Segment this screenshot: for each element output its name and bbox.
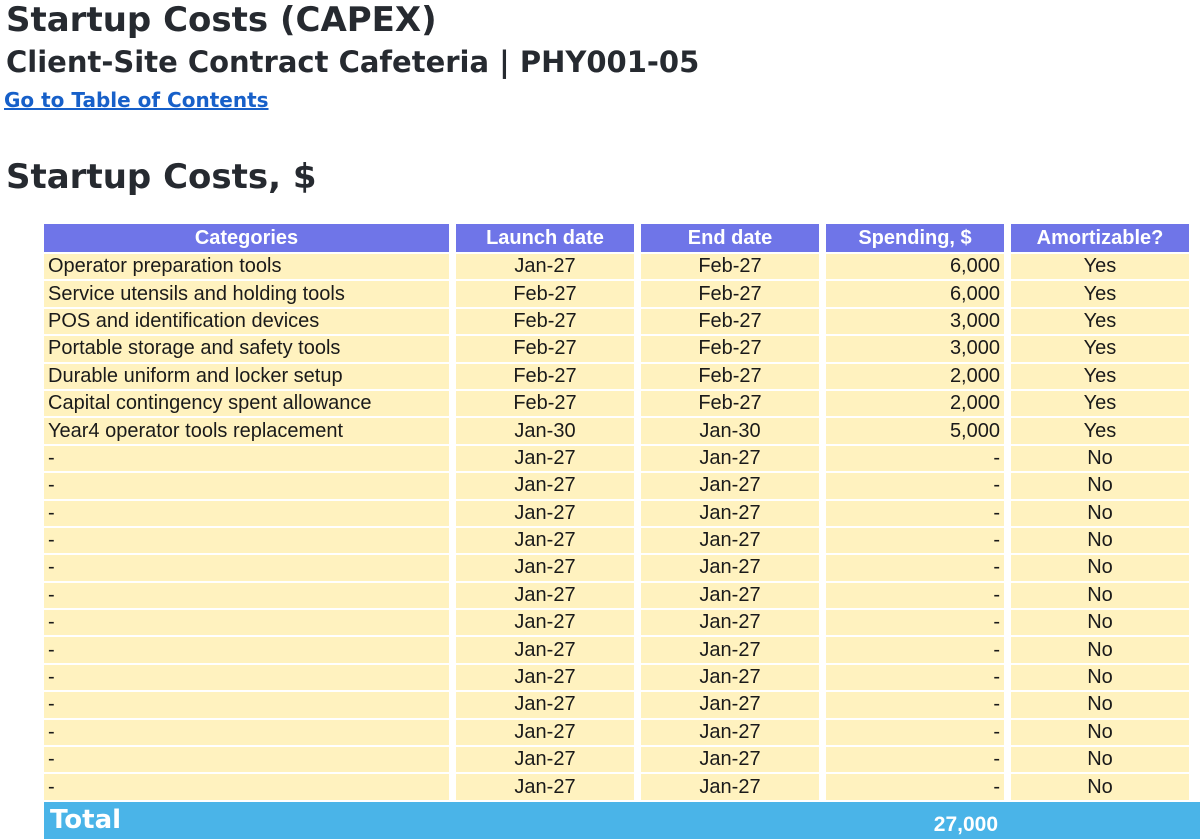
cell-spending[interactable]: -	[826, 446, 1004, 471]
table-row	[44, 391, 1189, 416]
cell-amortizable[interactable]: No	[1011, 473, 1189, 498]
cell-category[interactable]: -	[44, 637, 449, 662]
cell-end-date[interactable]: Jan-27	[641, 555, 819, 580]
cell-spending[interactable]: 3,000	[826, 309, 1004, 334]
cell-end-date[interactable]: Jan-27	[641, 692, 819, 717]
table-row	[44, 637, 1189, 662]
table-header-row	[44, 224, 1189, 252]
cell-end-date[interactable]: Jan-27	[641, 637, 819, 662]
cell-amortizable[interactable]: No	[1011, 610, 1189, 635]
cell-spending[interactable]: -	[826, 692, 1004, 717]
cell-end-date[interactable]: Jan-27	[641, 665, 819, 690]
cell-end-date[interactable]: Jan-27	[641, 446, 819, 471]
cell-amortizable[interactable]: No	[1011, 774, 1189, 799]
cell-category[interactable]: -	[44, 446, 449, 471]
cell-amortizable[interactable]: Yes	[1011, 254, 1189, 279]
cell-spending[interactable]: -	[826, 583, 1004, 608]
total-value: 27,000	[933, 813, 998, 836]
cell-amortizable[interactable]: No	[1011, 720, 1189, 745]
cell-amortizable[interactable]: No	[1011, 665, 1189, 690]
cell-spending[interactable]: -	[826, 555, 1004, 580]
cell-end-date[interactable]: Jan-27	[641, 720, 819, 745]
cell-launch-date[interactable]: Jan-27	[456, 637, 634, 662]
table-row	[44, 336, 1189, 361]
cell-category[interactable]: -	[44, 583, 449, 608]
cell-category[interactable]: -	[44, 610, 449, 635]
cell-category[interactable]: -	[44, 501, 449, 526]
cell-launch-date[interactable]: Jan-27	[456, 747, 634, 772]
cell-amortizable[interactable]: No	[1011, 528, 1189, 553]
cell-spending[interactable]: 6,000	[826, 281, 1004, 306]
table-row	[44, 501, 1189, 526]
cell-spending[interactable]: 5,000	[826, 418, 1004, 443]
cell-launch-date[interactable]: Jan-27	[456, 774, 634, 799]
table-row	[44, 254, 1189, 279]
startup-costs-table	[37, 222, 1196, 802]
cell-end-date[interactable]: Jan-27	[641, 473, 819, 498]
cell-spending[interactable]: -	[826, 501, 1004, 526]
cell-category[interactable]: -	[44, 692, 449, 717]
cell-launch-date[interactable]: Jan-30	[456, 418, 634, 443]
cell-end-date[interactable]: Feb-27	[641, 336, 819, 361]
table-row	[44, 364, 1189, 389]
cell-spending[interactable]: 2,000	[826, 391, 1004, 416]
table-row	[44, 610, 1189, 635]
cell-spending[interactable]: -	[826, 473, 1004, 498]
cell-amortizable[interactable]: Yes	[1011, 364, 1189, 389]
cell-end-date[interactable]: Feb-27	[641, 281, 819, 306]
cell-category[interactable]: -	[44, 720, 449, 745]
cell-launch-date[interactable]: Jan-27	[456, 254, 634, 279]
cell-launch-date[interactable]: Feb-27	[456, 391, 634, 416]
cell-amortizable[interactable]: Yes	[1011, 391, 1189, 416]
cell-end-date[interactable]: Feb-27	[641, 364, 819, 389]
cell-end-date[interactable]: Jan-27	[641, 501, 819, 526]
cell-launch-date[interactable]: Jan-27	[456, 555, 634, 580]
table-body	[44, 254, 1189, 800]
cell-amortizable[interactable]: Yes	[1011, 281, 1189, 306]
table-row	[44, 583, 1189, 608]
cell-category[interactable]: -	[44, 555, 449, 580]
cell-end-date[interactable]: Feb-27	[641, 309, 819, 334]
table-row	[44, 528, 1189, 553]
cell-launch-date[interactable]: Jan-27	[456, 473, 634, 498]
page-subtitle: Client-Site Contract Cafeteria | PHY001-05	[6, 45, 700, 79]
cell-end-date[interactable]: Jan-27	[641, 610, 819, 635]
total-label: Total	[50, 805, 122, 835]
cell-launch-date[interactable]: Feb-27	[456, 281, 634, 306]
cell-category[interactable]: -	[44, 473, 449, 498]
cell-spending[interactable]: -	[826, 774, 1004, 799]
cell-amortizable[interactable]: No	[1011, 555, 1189, 580]
table-row	[44, 774, 1189, 799]
cell-amortizable[interactable]: Yes	[1011, 336, 1189, 361]
cell-amortizable[interactable]: Yes	[1011, 309, 1189, 334]
cell-category[interactable]: -	[44, 665, 449, 690]
table-row	[44, 418, 1189, 443]
cell-launch-date[interactable]: Jan-27	[456, 692, 634, 717]
cell-end-date[interactable]: Jan-27	[641, 528, 819, 553]
section-title: Startup Costs, $	[6, 157, 317, 197]
cell-spending[interactable]: 3,000	[826, 336, 1004, 361]
cell-spending[interactable]: -	[826, 665, 1004, 690]
cell-category[interactable]: -	[44, 528, 449, 553]
cell-end-date[interactable]: Jan-27	[641, 583, 819, 608]
cell-amortizable[interactable]: No	[1011, 446, 1189, 471]
cell-category[interactable]: -	[44, 747, 449, 772]
cell-launch-date[interactable]: Jan-27	[456, 665, 634, 690]
cell-spending[interactable]: 6,000	[826, 254, 1004, 279]
table-row	[44, 281, 1189, 306]
cell-category[interactable]: Portable storage and safety tools	[44, 336, 449, 361]
table-of-contents-link[interactable]: Go to Table of Contents	[4, 88, 269, 112]
cell-category[interactable]: POS and identification devices	[44, 309, 449, 334]
cell-launch-date[interactable]: Jan-27	[456, 583, 634, 608]
table-row	[44, 665, 1189, 690]
table-row	[44, 747, 1189, 772]
table-row	[44, 720, 1189, 745]
column-header-categories: Categories	[44, 224, 449, 252]
cell-amortizable[interactable]: No	[1011, 501, 1189, 526]
total-row	[44, 802, 1200, 839]
cell-end-date[interactable]: Feb-27	[641, 391, 819, 416]
cell-end-date[interactable]: Jan-30	[641, 418, 819, 443]
column-header-spending: Spending, $	[826, 224, 1004, 252]
cell-launch-date[interactable]: Jan-27	[456, 446, 634, 471]
cell-category[interactable]: Capital contingency spent allowance	[44, 391, 449, 416]
cell-launch-date[interactable]: Jan-27	[456, 501, 634, 526]
column-header-amortizable: Amortizable?	[1011, 224, 1189, 252]
column-header-end-date: End date	[641, 224, 819, 252]
cell-spending[interactable]: -	[826, 747, 1004, 772]
table-row	[44, 473, 1189, 498]
cell-launch-date[interactable]: Jan-27	[456, 610, 634, 635]
cell-category[interactable]: Service utensils and holding tools	[44, 281, 449, 306]
table-row	[44, 309, 1189, 334]
cell-spending[interactable]: 2,000	[826, 364, 1004, 389]
cell-amortizable[interactable]: No	[1011, 692, 1189, 717]
cell-launch-date[interactable]: Feb-27	[456, 309, 634, 334]
cell-launch-date[interactable]: Jan-27	[456, 528, 634, 553]
cell-launch-date[interactable]: Feb-27	[456, 336, 634, 361]
cell-amortizable[interactable]: No	[1011, 583, 1189, 608]
page-title: Startup Costs (CAPEX)	[6, 0, 437, 40]
cell-end-date[interactable]: Jan-27	[641, 774, 819, 799]
cell-category[interactable]: Operator preparation tools	[44, 254, 449, 279]
cell-amortizable[interactable]: No	[1011, 747, 1189, 772]
cell-end-date[interactable]: Feb-27	[641, 254, 819, 279]
cell-spending[interactable]: -	[826, 610, 1004, 635]
cell-spending[interactable]: -	[826, 528, 1004, 553]
cell-category[interactable]: Durable uniform and locker setup	[44, 364, 449, 389]
cell-category[interactable]: Year4 operator tools replacement	[44, 418, 449, 443]
table-row	[44, 555, 1189, 580]
table-row	[44, 446, 1189, 471]
cell-spending[interactable]: -	[826, 637, 1004, 662]
table-row	[44, 692, 1189, 717]
cell-category[interactable]: -	[44, 774, 449, 799]
cell-amortizable[interactable]: Yes	[1011, 418, 1189, 443]
cell-spending[interactable]: -	[826, 720, 1004, 745]
column-header-launch-date: Launch date	[456, 224, 634, 252]
cell-launch-date[interactable]: Feb-27	[456, 364, 634, 389]
cell-end-date[interactable]: Jan-27	[641, 747, 819, 772]
cell-launch-date[interactable]: Jan-27	[456, 720, 634, 745]
cell-amortizable[interactable]: No	[1011, 637, 1189, 662]
